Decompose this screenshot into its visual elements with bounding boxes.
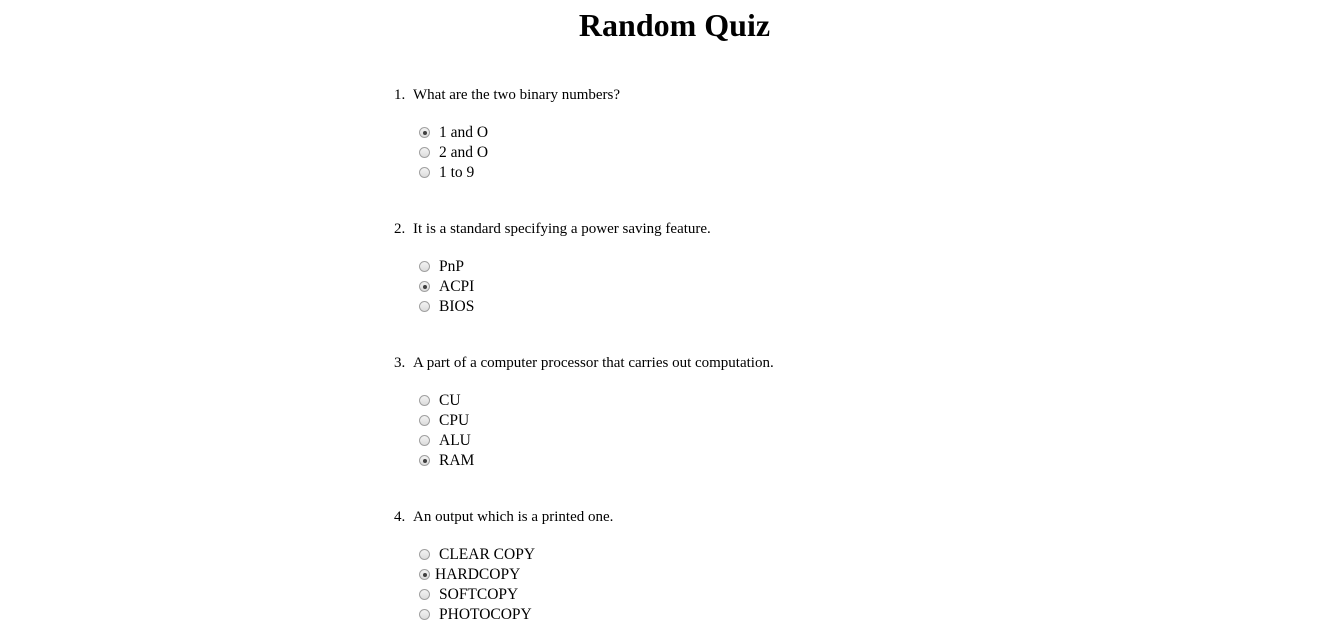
page-title: Random Quiz (578, 7, 771, 43)
answer-option[interactable] (394, 123, 1094, 143)
option-label: 1 and O (439, 124, 489, 141)
question-text: What are the two binary numbers? (413, 87, 621, 103)
question-number: 2. (394, 221, 406, 237)
radio-button[interactable] (419, 261, 430, 272)
answer-options (394, 257, 1094, 317)
question-1 (394, 86, 1094, 183)
option-label: 2 and O (439, 144, 489, 161)
option-label: ALU (439, 432, 471, 449)
option-label: PHOTOCOPY (439, 606, 532, 623)
answer-option[interactable] (394, 451, 1094, 471)
radio-button-selected[interactable] (419, 127, 430, 138)
question-prompt (394, 220, 1094, 238)
option-label: CU (439, 392, 461, 409)
option-label: HARDCOPY (435, 566, 521, 583)
question-number: 3. (394, 355, 406, 371)
radio-button[interactable] (419, 609, 430, 620)
answer-option[interactable] (394, 257, 1094, 277)
answer-option[interactable] (394, 277, 1094, 297)
question-prompt (394, 508, 1094, 526)
answer-option[interactable] (394, 391, 1094, 411)
answer-option[interactable] (394, 297, 1094, 317)
radio-button[interactable] (419, 301, 430, 312)
question-2 (394, 220, 1094, 317)
answer-option[interactable] (394, 565, 1094, 585)
option-label: CLEAR COPY (439, 546, 536, 563)
radio-button-selected[interactable] (419, 281, 430, 292)
answer-options (394, 391, 1094, 471)
option-label: 1 to 9 (439, 164, 475, 181)
answer-options (394, 545, 1094, 625)
option-label: BIOS (439, 298, 475, 315)
radio-button[interactable] (419, 435, 430, 446)
answer-option[interactable] (394, 411, 1094, 431)
answer-options (394, 123, 1094, 183)
radio-button[interactable] (419, 589, 430, 600)
option-label: ACPI (439, 278, 475, 295)
question-number: 1. (394, 87, 406, 103)
radio-button[interactable] (419, 147, 430, 158)
answer-option[interactable] (394, 143, 1094, 163)
answer-option[interactable] (394, 585, 1094, 605)
radio-button-selected[interactable] (419, 455, 430, 466)
option-label: SOFTCOPY (439, 586, 519, 603)
radio-button[interactable] (419, 167, 430, 178)
question-text: A part of a computer processor that carries out computation. (413, 355, 774, 371)
radio-button-selected[interactable] (419, 569, 430, 580)
option-label: RAM (439, 452, 475, 469)
answer-option[interactable] (394, 545, 1094, 565)
answer-option[interactable] (394, 431, 1094, 451)
option-label: PnP (439, 258, 464, 275)
answer-option[interactable] (394, 163, 1094, 183)
radio-button[interactable] (419, 549, 430, 560)
answer-option[interactable] (394, 605, 1094, 625)
question-text: An output which is a printed one. (413, 509, 614, 525)
radio-button[interactable] (419, 395, 430, 406)
radio-button[interactable] (419, 415, 430, 426)
question-prompt (394, 354, 1094, 372)
option-label: CPU (439, 412, 470, 429)
question-prompt (394, 86, 1094, 104)
question-3 (394, 354, 1094, 471)
question-text: It is a standard specifying a power saving feature. (413, 221, 711, 237)
question-4 (394, 508, 1094, 625)
question-number: 4. (394, 509, 406, 525)
